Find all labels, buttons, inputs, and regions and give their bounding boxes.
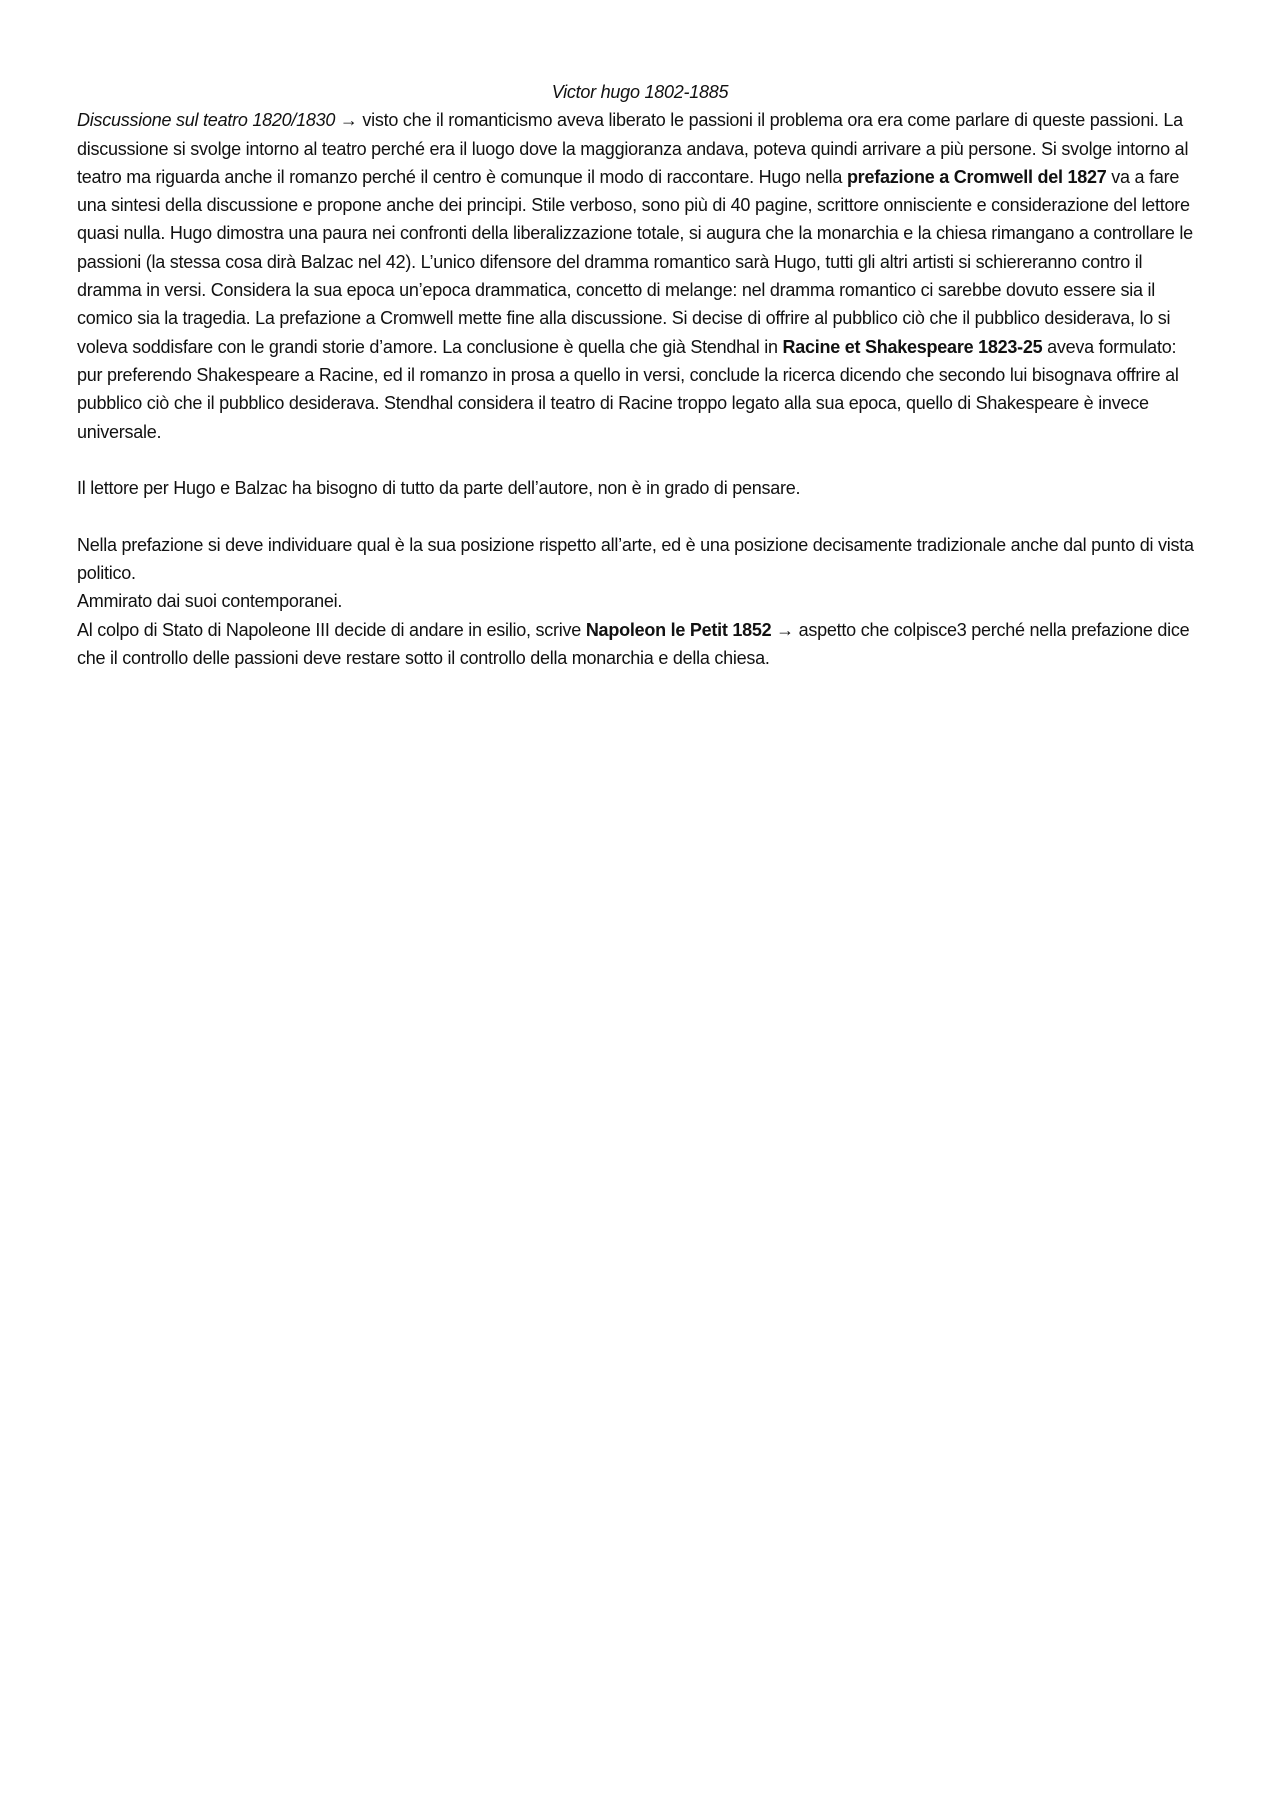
paragraph-lead-italic: Discussione sul teatro 1820/1830 [77,110,336,131]
document-page [77,78,1203,672]
paragraph-text: → visto che il romanticismo aveva liberato le passioni il problema ora era come parlare di queste passioni. La discussione si svolge intorno al teatro perché era il luogo dove la maggioranza andava, poteva quindi arrivare a più persone. Si svolge intorno al teatro ma riguarda anche il romanzo perché il centro è comunque il modo di raccontare. Hugo nella [77,110,1189,187]
bold-reference: prefazione a Cromwell del 1827 [846,166,1107,187]
paragraph-text: Al colpo di Stato di Napoleone III decide di andare in esilio, scrive [77,619,586,640]
paragraph-spacer [77,502,1203,530]
paragraph-text: → aspetto che colpisce3 perché nella prefazione dice che il controllo delle passioni deve restare sotto il controllo della monarchia e della chiesa. [77,619,1190,668]
paragraph-spacer [77,446,1203,474]
paragraph-preface-position: Nella prefazione si deve individuare qual è la sua posizione rispetto all’arte, ed è una posizione decisamente tradizionale anche dal punto di vista politico. [77,534,1194,584]
paragraph-admired: Ammirato dai suoi contemporanei. [77,591,343,612]
paragraph-reader: Il lettore per Hugo e Balzac ha bisogno di tutto da parte dell’autore, non è in grado di pensare. [77,478,801,499]
document-title: Victor hugo 1802-1885 [551,82,729,102]
paragraph-text: aveva formulato: pur preferendo Shakespeare a Racine, ed il romanzo in prosa a quello in versi, conclude la ricerca dicendo che secondo lui bisognava offrire al pubblico ciò che il pubblico desiderava. Stendhal considera il teatro di Racine troppo legato alla sua epoca, quello di Shakespeare è invece universale. [77,336,1179,442]
paragraph-theatre-discussion [77,106,1203,446]
paragraph-text: va a fare una sintesi della discussione e propone anche dei principi. Stile verboso, sono più di 40 pagine, scrittore onnisciente e considerazione del lettore quasi nulla. Hugo dimostra una paura nei confronti della liberalizzazione totale, si augura che la monarchia e la chiesa rimangano a controllare le passioni (la stessa cosa dirà Balzac nel 42). L’unico difensore del dramma romantico sarà Hugo, tutti gli altri artisti si schiereranno contro il dramma in versi. Considera la sua epoca un’epoca drammatica, concetto di melange: nel dramma romantico ci sarebbe dovuto essere sia il comico sia la tragedia. La prefazione a Cromwell mette fine alla discussione. Si decise di offrire al pubblico ciò che il pubblico desiderava, lo si voleva soddisfare con le grandi storie d’amore. La conclusione è quella che già Stendhal in [77,166,1193,357]
bold-reference: Napoleon le Petit 1852 [585,619,772,640]
paragraph-exile [77,616,1203,673]
bold-reference: Racine et Shakespeare 1823-25 [782,336,1043,357]
